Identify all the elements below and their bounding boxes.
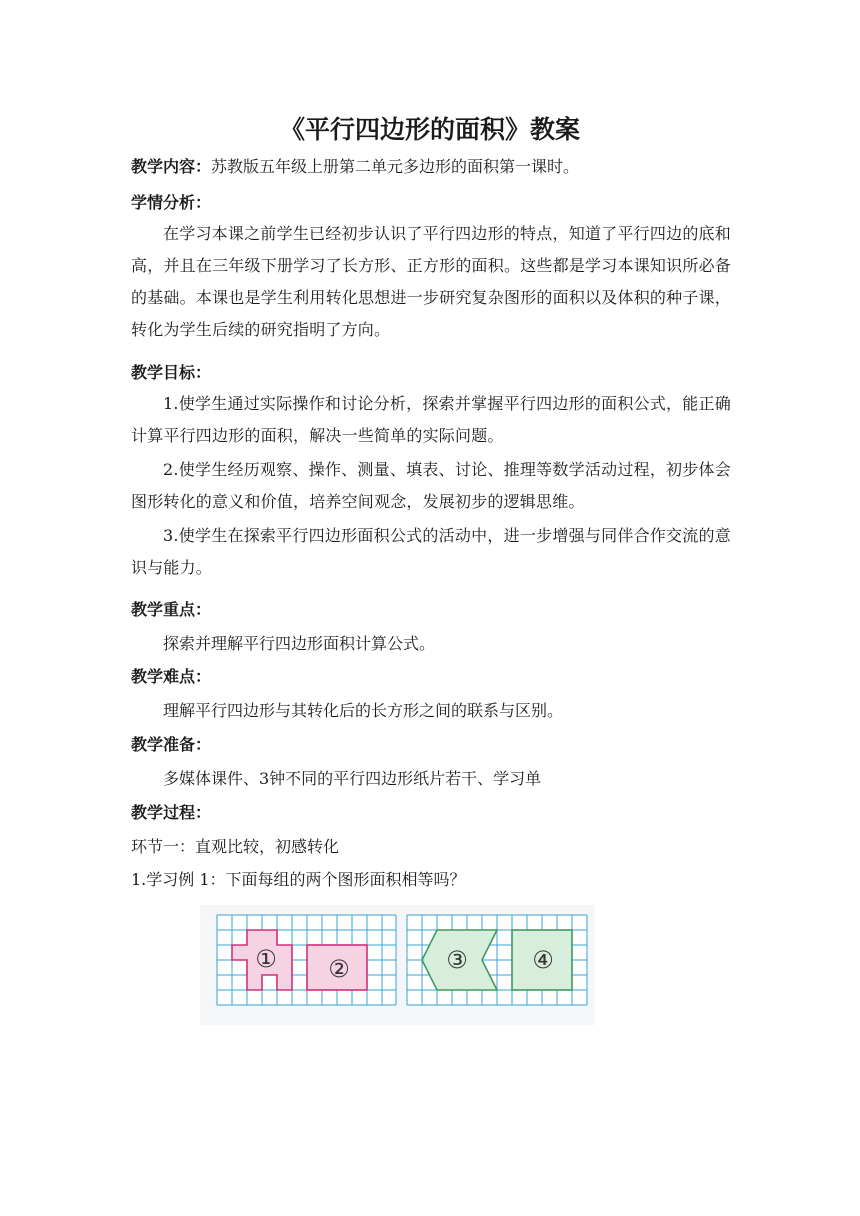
right-grid — [407, 915, 587, 1005]
process-heading: 教学过程： — [131, 803, 212, 822]
goal-item-2: 2.使学生经历观察、操作、测量、填表、讨论、推理等数学活动过程，初步体会图形转化的意义和价值，培养空间观念，发展初步的逻辑思维。 — [131, 460, 731, 511]
page-title: 《平行四边形的面积》教案 — [279, 115, 580, 144]
content-label: 教学内容： — [131, 157, 212, 176]
example-1-question: 1.学习例 1：下面每组的两个图形面积相等吗？ — [131, 870, 466, 889]
content-text: 苏教版五年级上册第二单元多边形的面积第一课时。 — [211, 157, 580, 176]
goals-heading: 教学目标： — [131, 363, 212, 382]
difficulty-heading: 教学难点： — [131, 667, 212, 686]
analysis-heading: 学情分析： — [131, 193, 212, 212]
difficulty-text: 理解平行四边形与其转化后的长方形之间的联系与区别。 — [163, 701, 564, 720]
key-heading: 教学重点： — [131, 600, 212, 619]
goal-item-3: 3.使学生在探索平行四边形面积公式的活动中，进一步增强与同伴合作交流的意识与能力。 — [131, 526, 731, 577]
example-figure — [200, 905, 595, 1025]
analysis-paragraph: 在学习本课之前学生已经初步认识了平行四边形的特点，知道了平行四边的底和高，并且在三年级下册学习了长方形、正方形的面积。这些都是学习本课知识所必备的基础。本课也是学生利用转化思想进一步研究复杂图形的面积以及体积的种子课，转化为学生后续的研究指明了方向。 — [131, 224, 731, 339]
section-1-title: 环节一：直观比较，初感转化 — [131, 837, 340, 856]
left-grid — [217, 915, 396, 1005]
shape-1-label: ① — [255, 945, 277, 973]
shape-3-label: ③ — [446, 946, 468, 974]
shape-4-label: ④ — [532, 946, 554, 974]
prep-text: 多媒体课件、3钟不同的平行四边形纸片若干、学习单 — [163, 769, 542, 788]
key-text: 探索并理解平行四边形面积计算公式。 — [163, 634, 436, 653]
goal-item-1: 1.使学生通过实际操作和讨论分析，探索并掌握平行四边形的面积公式，能正确计算平行四边形的面积，解决一些简单的实际问题。 — [131, 394, 731, 445]
shape-2-label: ② — [328, 955, 350, 983]
prep-heading: 教学准备： — [131, 735, 212, 754]
content-line — [131, 154, 731, 177]
